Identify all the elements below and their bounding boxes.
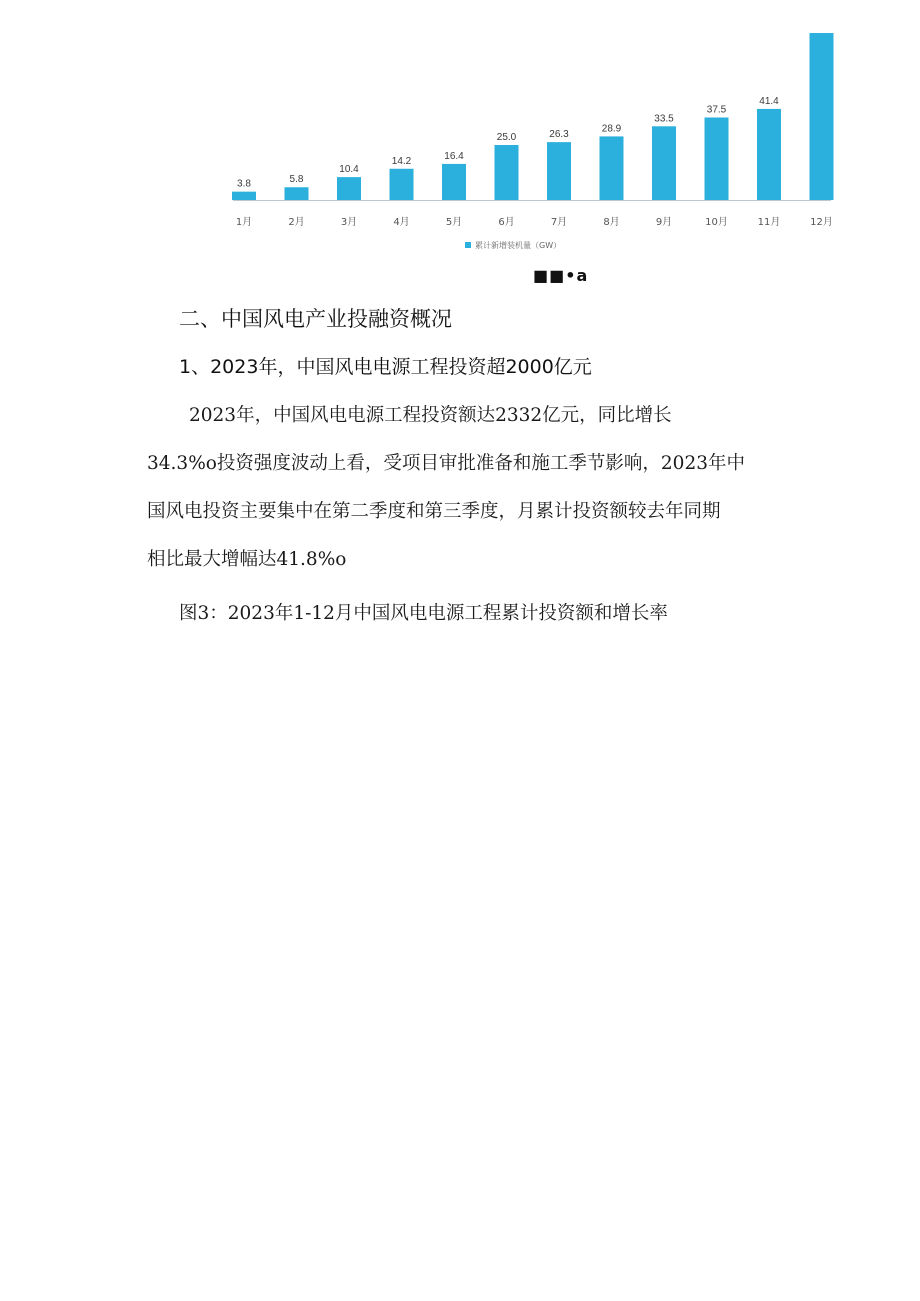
subsection-heading: 1、2023年，中国风电电源工程投资超2000亿元 (179, 356, 592, 378)
bar (232, 192, 256, 200)
data-label: 41.4 (759, 95, 779, 107)
paragraph-line: 相比最大增幅达41.8%o (147, 549, 347, 570)
x-tick-label: 9月 (655, 217, 673, 228)
x-tick-label: 4月 (393, 217, 410, 228)
x-tick-label: 8月 (603, 217, 620, 228)
bar (652, 126, 676, 200)
paragraph-line: 34.3%o投资强度波动上看，受项目审批准备和施工季节影响，2023年中 (147, 453, 745, 474)
x-tick-label: 3月 (340, 217, 358, 228)
bar (547, 142, 571, 200)
bar (705, 118, 729, 201)
data-label: 28.9 (601, 123, 622, 135)
bar (390, 169, 414, 200)
x-tick-label: 7月 (550, 217, 568, 228)
data-label: 3.8 (237, 178, 251, 190)
bar (337, 177, 361, 200)
legend-label: 累计新增装机量（GW） (475, 241, 562, 250)
data-label: 25.0 (496, 132, 517, 143)
body-paragraph (147, 392, 837, 584)
x-tick-label: 11月 (757, 217, 781, 228)
x-tick-label: 6月 (498, 217, 515, 228)
bar (442, 164, 466, 200)
paragraph-line: 国风电投资主要集中在第二季度和第三季度，月累计投资额较去年同期 (147, 501, 721, 522)
data-label: 37.5 (706, 104, 727, 116)
data-label: 14.2 (391, 155, 412, 167)
data-label: 5.8 (289, 174, 304, 186)
x-tick-label: 2月 (288, 217, 305, 228)
x-tick-label: 12月 (810, 217, 833, 228)
x-tick-label: 10月 (705, 217, 728, 228)
figure-3-caption: 图3：2023年1-12月中国风电电源工程累计投资额和增长率 (179, 603, 668, 624)
x-tick-label: 1月 (235, 217, 253, 228)
paragraph-line: 2023年，中国风电电源工程投资额达2332亿元，同比增长 (189, 405, 672, 426)
data-label: 33.5 (654, 113, 674, 125)
data-label: 10.4 (339, 164, 359, 176)
chart-canvas (233, 95, 833, 256)
installed-capacity-bar-chart (233, 95, 833, 256)
bar (495, 145, 519, 200)
data-label: 26.3 (549, 129, 569, 141)
bar (757, 109, 781, 200)
bar (810, 33, 834, 200)
figure-caption-mark: ■■•a (533, 266, 589, 285)
section-heading: 二、中国风电产业投融资概况 (179, 307, 452, 331)
data-label: 16.4 (444, 150, 464, 162)
x-tick-label: 5月 (445, 217, 463, 228)
legend-swatch (465, 242, 471, 248)
bar (600, 136, 624, 200)
bar (285, 187, 309, 200)
